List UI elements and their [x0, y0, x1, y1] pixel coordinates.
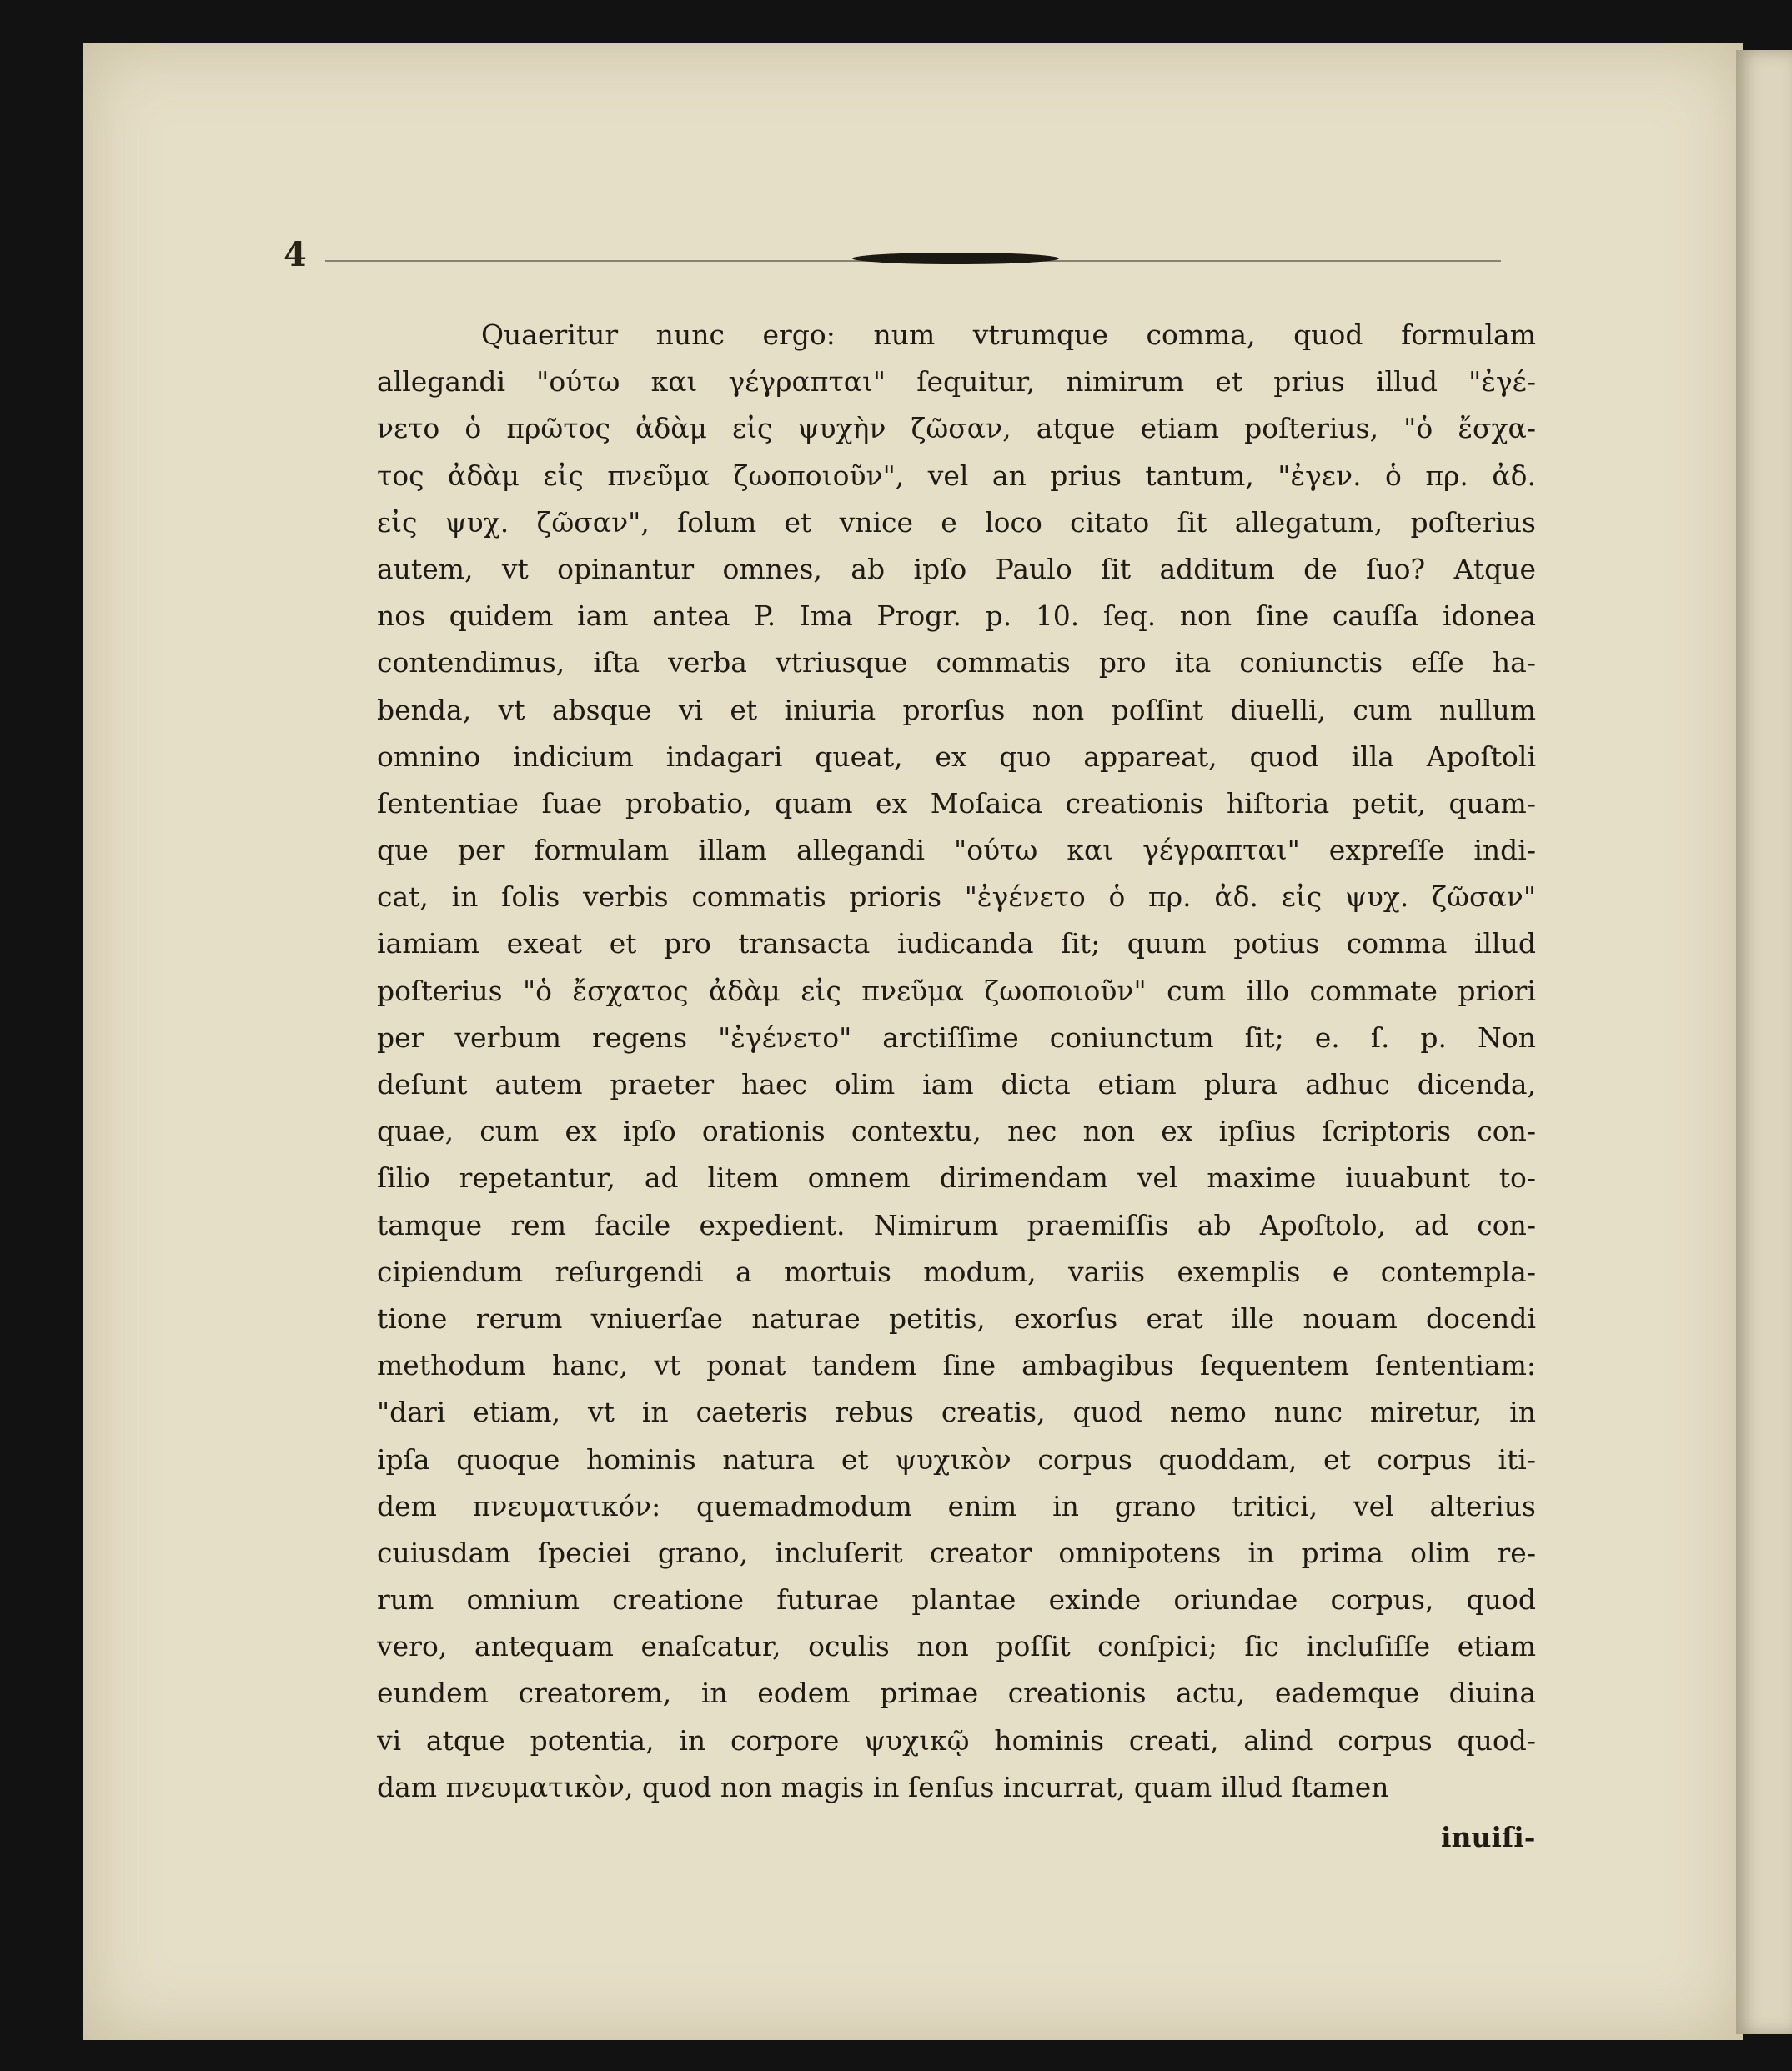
text-line: tione rerum vniuerſae naturae petitis, exorſus erat ille nouam docendi	[377, 1301, 1536, 1335]
text-line: cuiusdam ſpeciei grano, incluſerit creator omnipotens in prima olim re-	[377, 1536, 1536, 1569]
text-line: "dari etiam, vt in caeteris rebus creatis, quod nemo nunc miretur, in	[377, 1396, 1536, 1429]
page-number: 4	[284, 235, 307, 274]
text-line: rum omnium creatione futurae plantae exinde oriundae corpus, quod	[377, 1583, 1536, 1617]
text-line: deſunt autem praeter haec olim iam dicta etiam plura adhuc dicenda,	[377, 1068, 1536, 1101]
text-line: methodum hanc, vt ponat tandem ſine ambagibus ſequentem ſententiam:	[377, 1349, 1536, 1382]
text-line: cipiendum reſurgendi a mortuis modum, variis exemplis e contempla-	[377, 1255, 1536, 1288]
text-line: vi atque potentia, in corpore ψυχικῷ hominis creati, alind corpus quod-	[377, 1723, 1536, 1757]
text-line: quae, cum ex ipſo orationis contextu, nec non ex ipſius ſcriptoris con-	[377, 1115, 1536, 1148]
text-line: εἰς ψυχ. ζῶσαν", ſolum et vnice e loco citato ſit allegatum, poſterius	[377, 505, 1536, 539]
text-line: autem, vt opinantur omnes, ab ipſo Paulo ſit additum de ſuo? Atque	[377, 552, 1536, 585]
text-line: vero, antequam enaſcatur, oculis non poſſit conſpici; ſic incluſiſſe etiam	[377, 1630, 1536, 1663]
text-line: poſterius "ὁ ἔσχατος ἀδὰμ εἰς πνεῦμα ζωοποιοῦν" cum illo commate priori	[377, 974, 1536, 1007]
text-line: Quaeritur nunc ergo: num vtrumque comma, quod formulam	[481, 318, 1536, 351]
catchword: inuiſi-	[1441, 1821, 1536, 1853]
text-line: benda, vt absque vi et iniuria prorſus non poſſint diuelli, cum nullum	[377, 693, 1536, 726]
text-line: que per formulam illam allegandi "ούτω και γέγραπται" expreſſe indi-	[377, 834, 1536, 867]
text-line: allegandi "ούτω και γέγραπται" ſequitur, nimirum et prius illud "ἐγέ-	[377, 365, 1536, 399]
text-line: tamque rem facile expedient. Nimirum praemiſſis ab Apoſtolo, ad con-	[377, 1208, 1536, 1241]
body-text	[377, 312, 1536, 1811]
text-line: omnino indicium indagari queat, ex quo appareat, quod illa Apoſtoli	[377, 740, 1536, 773]
text-line: ſententiae ſuae probatio, quam ex Moſaica creationis hiſtoria petit, quam-	[377, 786, 1536, 820]
text-line: per verbum regens "ἐγένετο" arctiſſime coniunctum ſit; e. ſ. p. Non	[377, 1020, 1536, 1054]
page-header	[284, 235, 1501, 275]
text-line: iamiam exeat et pro transacta iudicanda ſit; quum potius comma illud	[377, 927, 1536, 960]
text-line: ſilio repetantur, ad litem omnem dirimendam vel maxime iuuabunt to-	[377, 1161, 1536, 1195]
text-line: cat, in ſolis verbis commatis prioris "ἐγένετο ὁ πρ. ἀδ. εἰς ψυχ. ζῶσαν"	[377, 880, 1536, 914]
header-ornament	[852, 253, 1059, 264]
text-line: nos quidem iam antea P. Ima Progr. p. 10. ſeq. non ſine cauſſa idonea	[377, 599, 1536, 633]
text-line: contendimus, iſta verba vtriusque commatis pro ita coniunctis eſſe ha-	[377, 646, 1536, 679]
text-line: dam πνευματικὸν, quod non magis in ſenſus incurrat, quam illud ſtamen	[377, 1770, 1389, 1803]
text-line: τος ἀδὰμ εἰς πνεῦμα ζωοποιοῦν", vel an prius tantum, "ἐγεν. ὁ πρ. ἀδ.	[377, 459, 1536, 492]
text-line: νετο ὁ πρῶτος ἀδὰμ εἰς ψυχὴν ζῶσαν, atque etiam poſterius, "ὁ ἔσχα-	[377, 412, 1536, 445]
text-line: eundem creatorem, in eodem primae creationis actu, eademque diuina	[377, 1677, 1536, 1710]
text-line: ipſa quoque hominis natura et ψυχικὸν corpus quoddam, et corpus iti-	[377, 1442, 1536, 1476]
facing-page-edge	[1736, 50, 1792, 2034]
text-line: dem πνευματικόν: quemadmodum enim in grano tritici, vel alterius	[377, 1489, 1536, 1522]
